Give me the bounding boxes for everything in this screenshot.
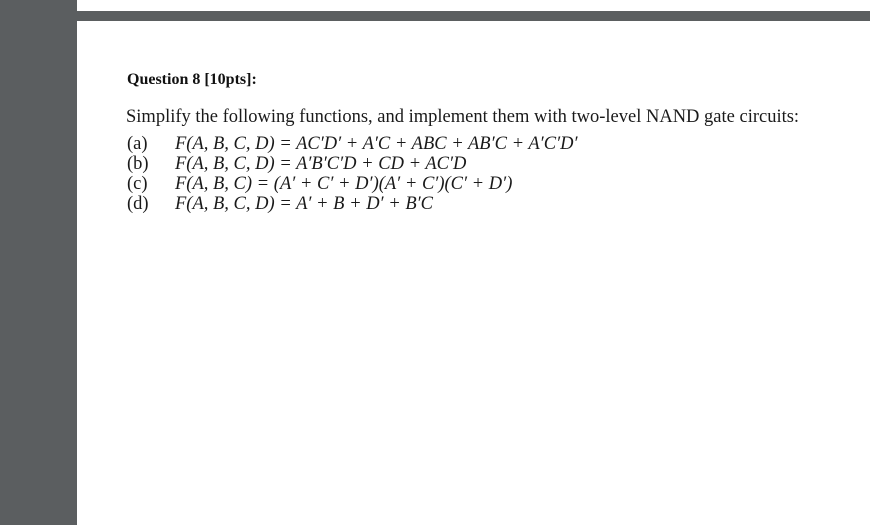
- document-page: [77, 21, 870, 525]
- part-expression: F(A, B, C) = (A′ + C′ + D′)(A′ + C′)(C′ + D′): [175, 174, 513, 194]
- question-part-a: [127, 134, 578, 154]
- previous-page: [77, 0, 870, 11]
- part-expression: F(A, B, C, D) = A′B′C′D + CD + AC′D: [175, 154, 467, 174]
- question-parts-list: [127, 134, 578, 214]
- part-label: (c): [127, 174, 148, 194]
- question-instruction: Simplify the following functions, and implement them with two-level NAND gate circuits:: [126, 107, 800, 127]
- part-label: (a): [127, 134, 148, 154]
- part-expression: F(A, B, C, D) = A′ + B + D′ + B′C: [175, 194, 434, 214]
- question-part-b: [127, 154, 578, 174]
- question-title: Question 8 [10pts]:: [127, 71, 257, 88]
- question-part-d: [127, 194, 578, 214]
- part-expression: F(A, B, C, D) = AC′D′ + A′C + ABC + AB′C + A′C′D′: [175, 134, 578, 154]
- part-label: (b): [127, 154, 149, 174]
- part-label: (d): [127, 194, 149, 214]
- question-part-c: [127, 174, 578, 194]
